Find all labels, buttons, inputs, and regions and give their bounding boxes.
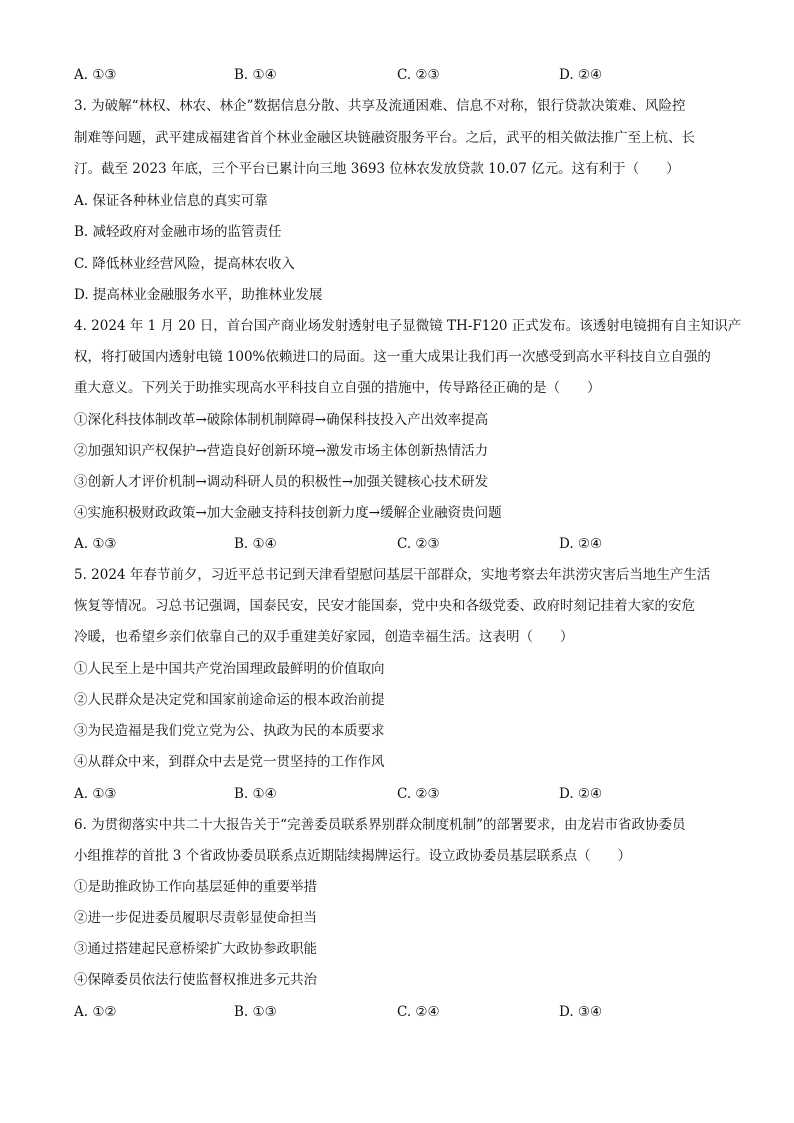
q5-option-b[interactable]: B. ①④ (234, 786, 277, 802)
q4-statement-3: ③创新人才评价机制→调动科研人员的积极性→加强关键核心技术研发 (74, 474, 489, 490)
q2-options (74, 65, 754, 85)
q4-option-c[interactable]: C. ②③ (397, 536, 440, 552)
q6-statement-1: ①是助推政协工作向基层延伸的重要举措 (74, 879, 317, 895)
q5-statement-2: ②人民群众是决定党和国家前途命运的根本政治前提 (74, 692, 385, 708)
q4-option-b[interactable]: B. ①④ (234, 536, 277, 552)
q4-stem-line-3: 重大意义。下列关于助推实现高水平科技自立自强的措施中，传导路径正确的是（ ） (74, 380, 601, 396)
q2-option-a[interactable]: A. ①③ (74, 67, 117, 83)
q4-options (74, 534, 754, 554)
q4-statement-2: ②加强知识产权保护→营造良好创新环境→激发市场主体创新热情活力 (74, 443, 489, 459)
q5-options (74, 784, 754, 804)
q5-stem-line-3: 冷暖，也希望乡亲们依靠自己的双手重建美好家园，创造幸福生活。这表明（ ） (74, 629, 574, 645)
q2-option-c[interactable]: C. ②③ (397, 67, 440, 83)
q4-statement-1: ①深化科技体制改革→破除体制机制障碍→确保科技投入产出效率提高 (74, 412, 489, 428)
q4-statement-4: ④实施积极财政政策→加大金融支持科技创新力度→缓解企业融资贵问题 (74, 505, 502, 521)
q5-statement-3: ③为民造福是我们党立党为公、执政为民的本质要求 (74, 723, 385, 739)
q3-choice-b[interactable]: B. 减轻政府对金融市场的监管责任 (74, 224, 282, 240)
q6-option-d[interactable]: D. ③④ (559, 1004, 603, 1020)
q4-stem-line-2: 权，将打破国内透射电镜 100%依赖进口的局面。这一重大成果让我们再一次感受到高水平科技自立自强的 (74, 349, 711, 365)
q5-option-c[interactable]: C. ②③ (397, 786, 440, 802)
q3-choice-a[interactable]: A. 保证各种林业信息的真实可靠 (74, 193, 268, 209)
q6-stem-line-1: 6. 为贯彻落实中共二十大报告关于“完善委员联系界别群众制度机制”的部署要求，由龙岩市省政协委员 (74, 817, 686, 833)
q6-statement-2: ②进一步促进委员履职尽责彰显使命担当 (74, 910, 317, 926)
q6-stem-line-2: 小组推荐的首批 3 个省政协委员联系点近期陆续揭牌运行。设立政协委员基层联系点（ ） (74, 848, 632, 864)
q5-option-d[interactable]: D. ②④ (559, 786, 603, 802)
q5-option-a[interactable]: A. ①③ (74, 786, 117, 802)
q4-stem-line-1: 4. 2024 年 1 月 20 日，首台国产商业场发射透射电子显微镜 TH-F120 正式发布。该透射电镜拥有自主知识产 (74, 318, 742, 334)
q3-choice-c[interactable]: C. 降低林业经营风险，提高林农收入 (74, 256, 295, 272)
q2-option-b[interactable]: B. ①④ (234, 67, 277, 83)
q4-option-d[interactable]: D. ②④ (559, 536, 603, 552)
q3-stem-line-1: 3. 为破解“林权、林农、林企”数据信息分散、共享及流通困难、信息不对称，银行贷款决策难、风险控 (74, 98, 686, 114)
q2-option-d[interactable]: D. ②④ (559, 67, 603, 83)
q6-option-a[interactable]: A. ①② (74, 1004, 117, 1020)
q3-stem-line-2: 制难等问题，武平建成福建省首个林业金融区块链融资服务平台。之后，武平的相关做法推广至上杭、长 (74, 130, 695, 146)
q6-option-b[interactable]: B. ①③ (234, 1004, 277, 1020)
q4-option-a[interactable]: A. ①③ (74, 536, 117, 552)
q3-choice-d[interactable]: D. 提高林业金融服务水平，助推林业发展 (74, 287, 323, 303)
q5-statement-4: ④从群众中来，到群众中去是党一贯坚持的工作作风 (74, 754, 385, 770)
q6-statement-3: ③通过搭建起民意桥梁扩大政协参政职能 (74, 941, 317, 957)
q5-stem-line-2: 恢复等情况。习总书记强调，国泰民安，民安才能国泰，党中央和各级党委、政府时刻记挂着大家的安危 (74, 598, 695, 614)
q6-option-c[interactable]: C. ②④ (397, 1004, 440, 1020)
q6-options (74, 1002, 754, 1022)
q5-stem-line-1: 5. 2024 年春节前夕，习近平总书记到天津看望慰问基层干部群众，实地考察去年洪涝灾害后当地生产生活 (74, 567, 711, 583)
q5-statement-1: ①人民至上是中国共产党治国理政最鲜明的价值取向 (74, 661, 385, 677)
q6-statement-4: ④保障委员依法行使监督权推进多元共治 (74, 972, 317, 988)
q3-stem-line-3: 汀。截至 2023 年底，三个平台已累计向三地 3693 位林农发放贷款 10.07 亿元。这有利于（ ） (74, 161, 680, 177)
